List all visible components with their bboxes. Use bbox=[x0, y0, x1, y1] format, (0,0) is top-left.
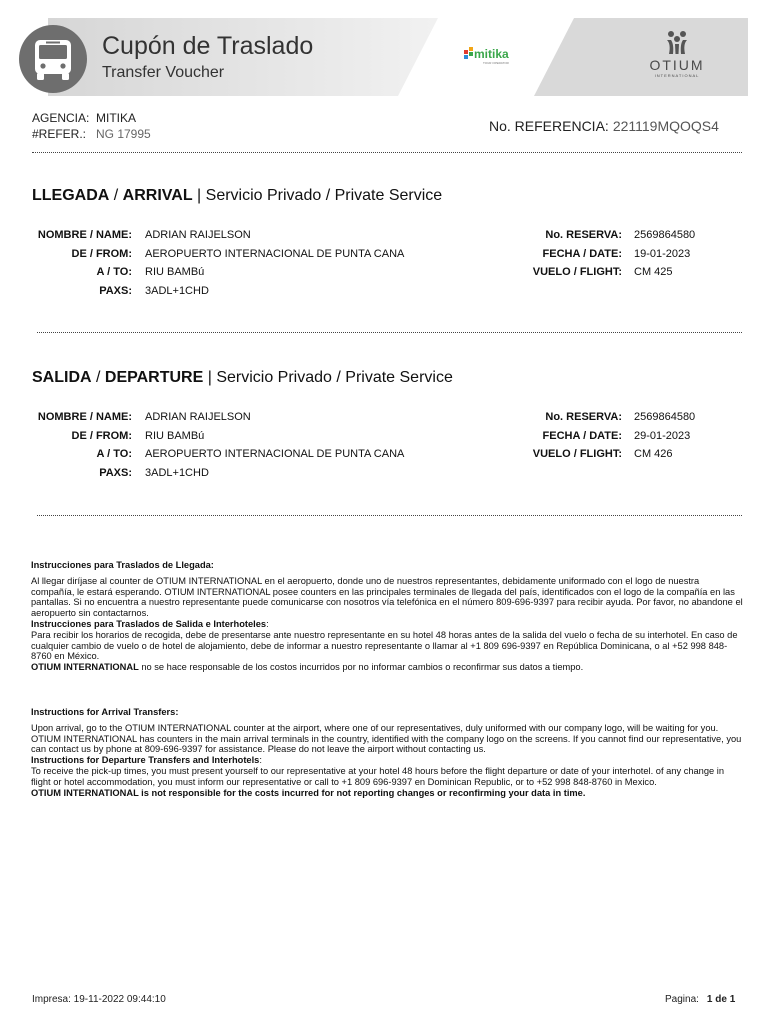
voucher-header bbox=[18, 18, 748, 96]
instr-es-arrival-text: Al llegar diríjase al counter de OTIUM INTERNATIONAL en el aeropuerto, donde uno de nuestros representantes, debidamente uniformado con el logo de nuestra compañía, le estará esperando. OTIUM INTERNATIONAL posee counters en las principales terminales de llegada del país, identificados con el logo de la compañía en las pantallas. Si no encuentra a nuestro representante puede comunicarse con nosotros vía telefónica en el número 809-696-9397 para recibir ayuda. Por favor, no abandone el aeropuerto sin contactarnos. bbox=[31, 575, 743, 619]
departure-reserva-value: 2569864580 bbox=[634, 411, 696, 423]
departure-from-value: RIU BAMBú bbox=[145, 430, 205, 442]
title-slash: / bbox=[109, 187, 123, 204]
heading-colon: : bbox=[259, 755, 262, 766]
departure-to-label: A / TO: bbox=[96, 448, 132, 460]
departure-title-en: DEPARTURE bbox=[104, 369, 204, 386]
departure-date-value: 29-01-2023 bbox=[634, 430, 691, 442]
arrival-paxs-label: PAXS: bbox=[99, 285, 132, 297]
reference-value: 221119MQOQS4 bbox=[612, 118, 719, 134]
departure-paxs-value: 3ADL+1CHD bbox=[145, 467, 209, 479]
arrival-title-es: LLEGADA bbox=[32, 187, 110, 204]
arrival-flight-value: CM 425 bbox=[634, 266, 673, 278]
page-value: 1 de 1 bbox=[706, 994, 736, 1005]
otium-logo-text: OTIUM bbox=[649, 57, 705, 73]
arrival-service-type: | Servicio Privado / Private Service bbox=[192, 187, 443, 204]
departure-date-label: FECHA / DATE: bbox=[542, 430, 622, 442]
mitika-logo bbox=[464, 44, 524, 66]
divider bbox=[37, 332, 742, 333]
arrival-title-en: ARRIVAL bbox=[122, 187, 193, 204]
instr-es-arrival-heading: Instrucciones para Traslados de Llegada: bbox=[31, 560, 214, 570]
arrival-paxs-value: 3ADL+1CHD bbox=[145, 285, 209, 297]
instr-es-disclaimer-company: OTIUM INTERNATIONAL bbox=[31, 662, 139, 673]
divider bbox=[32, 152, 742, 153]
arrival-name-value: ADRIAN RAIJELSON bbox=[145, 229, 251, 241]
arrival-name-label: NOMBRE / NAME: bbox=[37, 229, 132, 241]
mitika-logo-text: mitika bbox=[474, 47, 509, 61]
instr-en-departure-text: To receive the pick-up times, you must present yourself to our representative at your hotel 48 hours before the flight departure or date of your interhotel. of any change in flight or hotel accommodation, you must inform our representative or call to +1 809 696-9397 en Dominican Republic, or to +52 998 848-8760 in Mexico. bbox=[31, 765, 725, 787]
arrival-date-label: FECHA / DATE: bbox=[542, 248, 622, 260]
instr-es-departure-heading: Instrucciones para Traslados de Salida e Interhoteles bbox=[31, 618, 267, 629]
arrival-from-value: AEROPUERTO INTERNACIONAL DE PUNTA CANA bbox=[145, 248, 405, 260]
bus-icon bbox=[18, 24, 88, 94]
agency-label: AGENCIA: bbox=[32, 111, 90, 125]
otium-mark-icon bbox=[663, 30, 691, 56]
page-label: Pagina: bbox=[665, 994, 699, 1005]
reference-number bbox=[489, 118, 719, 134]
departure-paxs-label: PAXS: bbox=[99, 467, 132, 479]
instr-es-disclaimer-text: no se hace responsable de los costos incurridos por no informar cambios o reconfirmar sus datos a tiempo. bbox=[138, 662, 584, 673]
arrival-reserva-value: 2569864580 bbox=[634, 229, 696, 241]
departure-from-label: DE / FROM: bbox=[71, 430, 132, 442]
refer-label: #REFER.: bbox=[32, 127, 87, 141]
heading-colon: : bbox=[266, 618, 269, 629]
departure-title-es: SALIDA bbox=[32, 369, 92, 386]
agency-value: MITIKA bbox=[96, 111, 137, 125]
voucher-title: Cupón de Traslado bbox=[102, 32, 314, 60]
instr-en-departure-heading: Instructions for Departure Transfers and Interhotels bbox=[31, 755, 260, 766]
agency-info bbox=[32, 110, 151, 142]
departure-reserva-label: No. RESERVA: bbox=[545, 411, 622, 423]
instructions-english bbox=[31, 707, 743, 798]
page-number bbox=[665, 994, 735, 1005]
mitika-logo-sub: TOUR OPERATOR bbox=[483, 61, 509, 65]
instr-en-arrival-heading: Instructions for Arrival Transfers: bbox=[31, 707, 179, 717]
print-timestamp: Impresa: 19-11-2022 09:44:10 bbox=[32, 994, 166, 1005]
arrival-reserva-label: No. RESERVA: bbox=[545, 229, 622, 241]
arrival-date-value: 19-01-2023 bbox=[634, 248, 691, 260]
refer-value: NG 17995 bbox=[96, 127, 151, 141]
instructions-spanish bbox=[31, 560, 743, 673]
instr-es-departure-text: Para recibir los horarios de recogida, debe de presentarse ante nuestro representante en su hotel 48 horas antes de la salida del vuelo o fecha de su interhotel. En caso de cualquier cambio de vuelo o de hotel de alojamiento, debe de informar a nuestro representante o llamar al +1 809 696-9397 en República Dominicana, o al +52 998 848-8760 en México. bbox=[31, 629, 738, 662]
departure-service-type: | Servicio Privado / Private Service bbox=[203, 369, 453, 386]
departure-to-value: AEROPUERTO INTERNACIONAL DE PUNTA CANA bbox=[145, 448, 405, 460]
instr-en-arrival-text: Upon arrival, go to the OTIUM INTERNATIONAL counter at the airport, where one of our representatives, duly uniformed with our company logo, will be waiting for you. OTIUM INTERNATIONAL has counters in the main arrival terminals in the country, identified with the company logo on the screens. If you cannot find our representative, you can contact us by phone at 809-696-9397 for assistance. Please do not leave the airport without contacting us. bbox=[31, 722, 742, 755]
departure-section-title bbox=[32, 369, 453, 387]
departure-name-label: NOMBRE / NAME: bbox=[37, 411, 132, 423]
title-slash: / bbox=[91, 369, 105, 386]
departure-flight-value: CM 426 bbox=[634, 448, 673, 460]
otium-logo-sub: INTERNATIONAL bbox=[654, 73, 700, 78]
arrival-section-title bbox=[32, 187, 442, 205]
instr-en-disclaimer: OTIUM INTERNATIONAL is not responsible for the costs incurred for not reporting changes or reconfirming your data in time. bbox=[31, 787, 586, 798]
arrival-flight-label: VUELO / FLIGHT: bbox=[532, 266, 622, 278]
arrival-from-label: DE / FROM: bbox=[71, 248, 132, 260]
otium-logo bbox=[640, 30, 714, 88]
arrival-to-value: RIU BAMBú bbox=[145, 266, 205, 278]
divider bbox=[37, 515, 742, 516]
departure-name-value: ADRIAN RAIJELSON bbox=[145, 411, 251, 423]
arrival-to-label: A / TO: bbox=[96, 266, 132, 278]
departure-flight-label: VUELO / FLIGHT: bbox=[532, 448, 622, 460]
voucher-subtitle: Transfer Voucher bbox=[102, 64, 225, 81]
reference-label: No. REFERENCIA: bbox=[489, 118, 609, 134]
